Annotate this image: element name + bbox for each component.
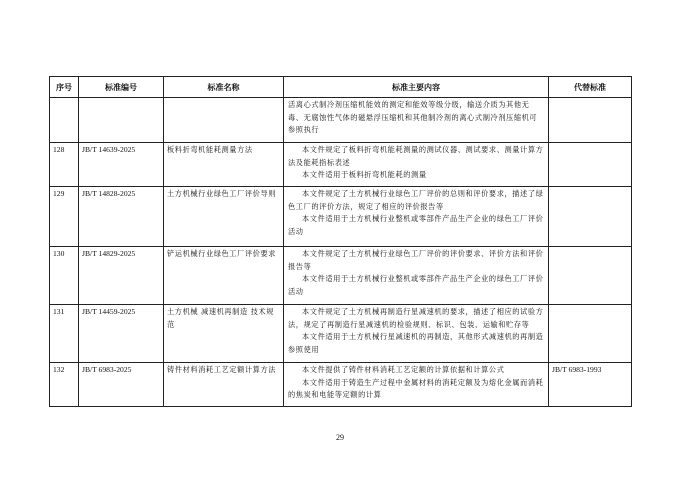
content-paragraph: 本文件规定了土方机械再制造行星减速机的要求，描述了相应的试验方法，规定了再制造行星减速机的检验规则、标识、包装、运输和贮存等	[288, 307, 544, 329]
col-header-code: 标准编号	[79, 77, 164, 98]
cell-content	[284, 98, 549, 143]
col-header-no: 序号	[50, 77, 79, 98]
content-paragraph: 本文件适用于板料折弯机能耗的测量	[302, 170, 427, 179]
row-replaced: JB/T 6983-1993	[552, 365, 602, 374]
row-no: 130	[53, 249, 65, 258]
row-name: 铸件材料消耗工艺定额计算方法	[167, 365, 277, 374]
cell-replaced	[549, 98, 632, 143]
cell-code	[79, 98, 164, 143]
cell-name	[164, 98, 284, 143]
table-row	[50, 143, 632, 187]
content-continuation: 活离心式制冷剂压缩机能效的测定和能效等级分级，输送介质为其他无毒、无腐蚀性气体的磁悬浮压缩机和其他制冷剂的离心式制冷剂压缩机可参照执行	[288, 100, 538, 134]
row-replaced	[549, 143, 631, 144]
table-row	[50, 305, 632, 363]
table-row	[50, 187, 632, 247]
content-paragraph: 本文件规定了土方机械行业绿色工厂评价的评价要求、评价方法和评价报告等	[288, 249, 544, 271]
row-no: 132	[53, 365, 65, 374]
row-no: 129	[53, 189, 65, 198]
row-code: JB/T 6983-2025	[82, 365, 132, 374]
page-number: 29	[336, 433, 344, 442]
row-code: JB/T 14829-2025	[82, 249, 136, 258]
row-name: 铲运机械行业绿色工厂评价要求	[167, 249, 277, 258]
content-paragraph: 本文件适用于铸造生产过程中金属材料的消耗定额及为熔化金属而消耗的焦炭和电能等定额的计算	[288, 377, 544, 399]
content-paragraph: 本文件提供了铸件材料消耗工艺定额的计算依据和计算公式	[302, 365, 505, 374]
row-code: JB/T 14828-2025	[82, 189, 136, 198]
row-replaced	[549, 305, 631, 306]
content-paragraph: 本文件适用于土方机械行星减速机的再制造，其他形式减速机的再制造参照使用	[288, 332, 544, 354]
row-name: 土方机械行业绿色工厂评价导则	[167, 189, 277, 198]
table-row	[50, 363, 632, 407]
row-name: 土方机械 减速机再制造 技术规范	[167, 307, 275, 329]
row-no: 131	[53, 307, 65, 316]
content-paragraph: 本文件适用于土方机械行业整机或零部件产品生产企业的绿色工厂评价活动	[288, 274, 544, 296]
row-code: JB/T 14459-2025	[82, 307, 136, 316]
row-no: 128	[53, 145, 65, 154]
row-code: JB/T 14639-2025	[82, 145, 136, 154]
content-paragraph: 本文件规定了板料折弯机能耗测量的测试仪器、测试要求、测量计算方法及能耗指标表述	[288, 145, 544, 167]
col-header-name: 标准名称	[164, 77, 284, 98]
content-paragraph: 本文件规定了土方机械行业绿色工厂评价的总则和评价要求，描述了绿色工厂的评价方法，规定了相应的评价报告等	[288, 189, 544, 211]
row-replaced	[549, 187, 631, 188]
table-header-row	[50, 77, 632, 98]
table-row-continuation	[50, 98, 632, 143]
col-header-replaced: 代替标准	[549, 77, 632, 98]
content-paragraph: 本文件适用于土方机械行业整机或零部件产品生产企业的绿色工厂评价活动	[288, 214, 544, 236]
col-header-content: 标准主要内容	[284, 77, 549, 98]
cell-no	[50, 98, 79, 143]
row-name: 板料折弯机能耗测量方法	[167, 145, 253, 154]
standards-table	[49, 76, 632, 407]
table-row	[50, 247, 632, 305]
row-replaced	[549, 247, 631, 248]
